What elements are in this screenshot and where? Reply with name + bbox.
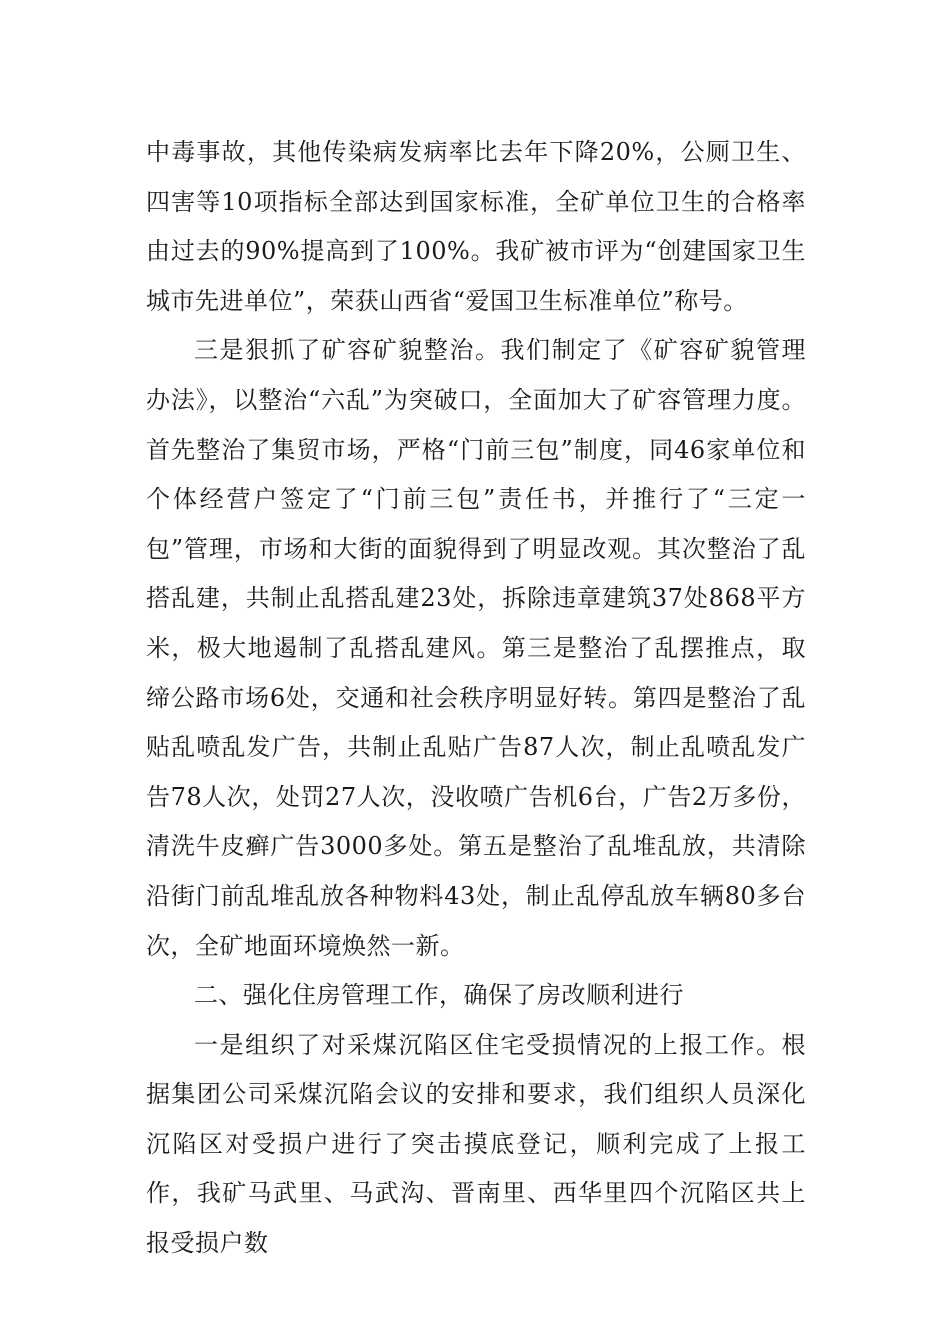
paragraph-mine-appearance: 三是狠抓了矿容矿貌整治。我们制定了《矿容矿貌管理办法》，以整治“六乱”为突破口，全面加大了矿容管理力度。首先整治了集贸市场，严格“门前三包”制度，同46家单位和个体经营户签定了“门前三包”责任书，并推行了“三定一包”管理，市场和大街的面貌得到了明显改观。其次整治了乱搭乱建，共制止乱搭乱建23处，拆除违章建筑37处868平方米，极大地遏制了乱搭乱建风。第三是整治了乱摆推点，取缔公路市场6处，交通和社会秩序明显好转。第四是整治了乱贴乱喷乱发广告，共制止乱贴广告87人次，制止乱喷乱发广告78人次，处罚27人次，没收喷广告机6台，广告2万多份，清洗牛皮癣广告3000多处。第五是整治了乱堆乱放，共清除沿街门前乱堆乱放各种物料43处，制止乱停乱放车辆80多台次，全矿地面环境焕然一新。 — [146, 336, 806, 960]
document-body — [146, 128, 806, 1269]
section-heading-housing: 二、强化住房管理工作，确保了房改顺利进行 — [194, 981, 684, 1010]
paragraph-subsidence-report: 一是组织了对采煤沉陷区住宅受损情况的上报工作。根据集团公司采煤沉陷会议的安排和要求，我们组织人员深化沉陷区对受损户进行了突击摸底登记，顺利完成了上报工作，我矿马武里、马武沟、晋南里、西华里四个沉陷区共上报受损户数 — [146, 1030, 806, 1258]
paragraph-continuation: 中毒事故，其他传染病发病率比去年下降20%，公厕卫生、四害等10项指标全部达到国家标准，全矿单位卫生的合格率由过去的90%提高到了100%。我矿被市评为“创建国家卫生城市先进单位”，荣获山西省“爱国卫生标准单位”称号。 — [146, 138, 806, 315]
